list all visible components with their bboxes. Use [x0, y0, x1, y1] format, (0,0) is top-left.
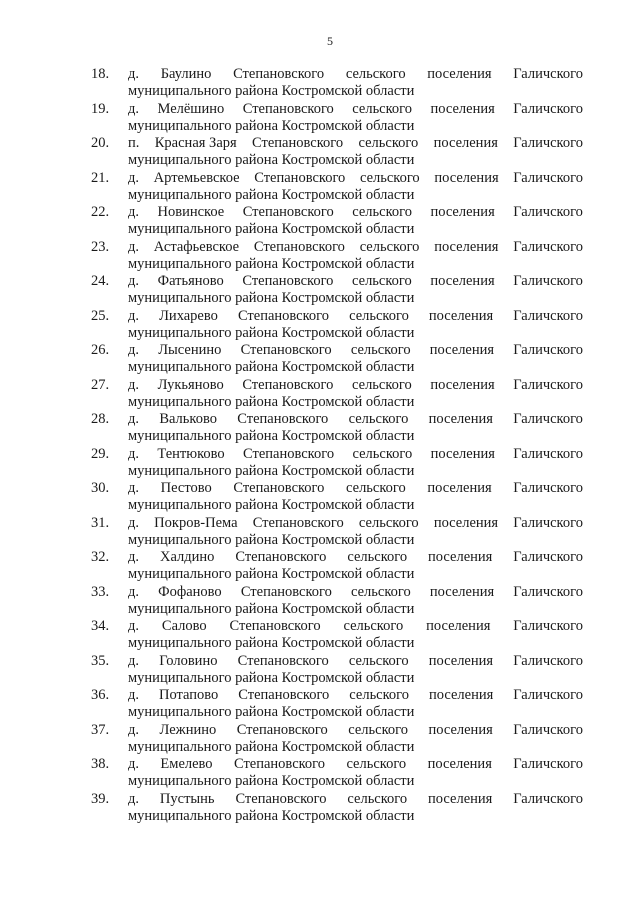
settlement-type: д.	[128, 721, 140, 738]
list-item	[0, 97, 639, 132]
list-item	[0, 200, 639, 235]
item-number: 22.	[91, 204, 110, 220]
district-word: Галичского	[513, 273, 583, 289]
item-number: 27.	[91, 376, 110, 393]
settlement-type: д.	[128, 273, 140, 289]
list-item	[0, 752, 639, 787]
item-first-line	[128, 411, 583, 428]
settlement-name: Лихарево	[159, 307, 218, 324]
list-item	[0, 304, 639, 339]
rural-settlement-word: Степановского	[237, 411, 329, 427]
district-word: Галичского	[513, 514, 583, 531]
item-number: 32.	[91, 549, 110, 565]
district-word: Галичского	[513, 480, 583, 496]
rural-word: сельского	[348, 411, 409, 427]
item-first-line	[128, 584, 583, 601]
rural-word: сельского	[347, 790, 408, 807]
rural-word: сельского	[350, 342, 411, 358]
item-number: 35.	[91, 652, 110, 669]
rural-word: сельского	[349, 687, 410, 703]
settlement-word: поселения	[428, 307, 494, 324]
list-item	[0, 476, 639, 511]
rural-settlement-word: Степановского	[240, 342, 332, 358]
district-word: Галичского	[513, 307, 583, 324]
item-first-line	[128, 239, 583, 256]
settlement-type: д.	[128, 204, 140, 220]
item-second-line: муниципального района Костромской области	[128, 807, 415, 824]
rural-settlement-word: Степановского	[254, 169, 346, 186]
settlement-type: д.	[128, 169, 140, 186]
item-number: 31.	[91, 514, 110, 531]
item-number: 19.	[91, 100, 110, 117]
rural-word: сельского	[351, 583, 411, 600]
settlement-name: Астафьевское	[153, 238, 240, 255]
item-second-line: муниципального района Костромской области	[128, 531, 415, 548]
list-item	[0, 166, 639, 201]
district-word: Галичского	[513, 687, 583, 703]
item-second-line: муниципального района Костромской области	[128, 428, 415, 444]
rural-settlement-word: Степановского	[235, 549, 327, 565]
item-first-line	[128, 342, 583, 359]
item-second-line: муниципального района Костромской области	[128, 738, 415, 755]
item-first-line	[128, 549, 583, 566]
settlement-word: поселения	[434, 169, 499, 186]
settlement-word: поселения	[428, 790, 493, 807]
district-word: Галичского	[513, 790, 583, 807]
rural-word: сельского	[346, 756, 407, 772]
list-item	[0, 614, 639, 649]
settlement-name: Артемьевское	[153, 169, 240, 186]
item-first-line	[128, 273, 583, 290]
item-first-line	[128, 135, 583, 152]
item-second-line: муниципального района Костромской области	[128, 117, 415, 134]
settlement-type: д.	[128, 514, 140, 531]
item-second-line: муниципального района Костромской области	[128, 221, 415, 237]
item-second-line: муниципального района Костромской области	[128, 83, 415, 99]
settlement-type: д.	[128, 411, 140, 427]
item-second-line: муниципального района Костромской области	[128, 186, 415, 203]
item-second-line: муниципального района Костромской области	[128, 359, 415, 375]
district-word: Галичского	[513, 376, 583, 393]
rural-settlement-word: Степановского	[252, 135, 344, 151]
settlement-type: д.	[128, 583, 140, 600]
district-word: Галичского	[513, 238, 583, 255]
settlement-name: Баулино	[160, 66, 212, 82]
rural-settlement-word: Степановского	[229, 618, 321, 634]
rural-settlement-word: Степановского	[242, 273, 334, 289]
rural-settlement-word: Степановского	[233, 480, 325, 496]
rural-word: сельского	[352, 445, 413, 462]
rural-word: сельского	[352, 273, 412, 289]
settlement-name: Лукьяново	[157, 376, 224, 393]
item-number: 29.	[91, 445, 110, 462]
item-number: 25.	[91, 307, 110, 324]
item-second-line: муниципального района Костромской области	[128, 152, 415, 168]
rural-word: сельского	[359, 238, 420, 255]
list-item	[0, 545, 639, 580]
rural-settlement-word: Степановского	[240, 583, 332, 600]
settlement-type: д.	[128, 238, 140, 255]
item-number: 21.	[91, 169, 110, 186]
item-number: 24.	[91, 273, 110, 289]
rural-word: сельского	[348, 652, 409, 669]
rural-word: сельского	[358, 135, 419, 151]
settlement-type: д.	[128, 376, 140, 393]
item-first-line	[128, 204, 583, 221]
list-item	[0, 269, 639, 304]
settlement-name: Тентюково	[157, 445, 225, 462]
item-number: 37.	[91, 721, 110, 738]
settlement-name: Вальково	[159, 411, 217, 427]
item-second-line: муниципального района Костромской области	[128, 290, 415, 306]
settlement-type: д.	[128, 307, 140, 324]
district-word: Галичского	[513, 66, 583, 82]
rural-settlement-word: Степановского	[242, 100, 334, 117]
item-first-line	[128, 377, 583, 394]
list-item	[0, 442, 639, 477]
rural-settlement-word: Степановского	[237, 307, 330, 324]
item-second-line: муниципального района Костромской области	[128, 635, 415, 651]
settlement-word: поселения	[426, 618, 491, 634]
settlement-type: п.	[128, 135, 140, 151]
settlement-word: поселения	[430, 204, 495, 220]
rural-word: сельского	[343, 618, 404, 634]
item-first-line	[128, 101, 583, 118]
settlement-name: Лысенино	[158, 342, 222, 358]
district-word: Галичского	[513, 100, 583, 117]
list-item	[0, 235, 639, 270]
item-number: 23.	[91, 238, 110, 255]
settlement-name: Мелёшино	[157, 100, 225, 117]
item-number: 28.	[91, 411, 110, 427]
settlement-name: Лежнино	[159, 721, 217, 738]
settlement-name: Халдино	[159, 549, 215, 565]
settlement-list	[0, 62, 639, 824]
item-first-line	[128, 791, 583, 808]
item-first-line	[128, 170, 583, 187]
settlement-type: д.	[128, 66, 140, 82]
item-number: 39.	[91, 790, 110, 807]
item-second-line: муниципального района Костромской области	[128, 393, 415, 410]
list-item	[0, 511, 639, 546]
list-item	[0, 580, 639, 615]
list-item	[0, 338, 639, 373]
settlement-name: Пустынь	[159, 790, 215, 807]
settlement-name: Пестово	[160, 480, 212, 496]
settlement-type: д.	[128, 100, 140, 117]
rural-word: сельского	[349, 307, 409, 324]
settlement-name: Новинское	[157, 204, 225, 220]
district-word: Галичского	[513, 135, 583, 151]
rural-word: сельского	[345, 66, 406, 82]
item-first-line	[128, 653, 583, 670]
district-word: Галичского	[513, 618, 583, 634]
settlement-name: Салово	[161, 618, 207, 634]
settlement-word: поселения	[428, 411, 493, 427]
settlement-name: Фофаново	[158, 583, 222, 600]
district-word: Галичского	[513, 445, 583, 462]
rural-settlement-word: Степановского	[235, 790, 327, 807]
district-word: Галичского	[513, 342, 583, 358]
item-second-line: муниципального района Костромской области	[128, 600, 415, 617]
rural-settlement-word: Степановского	[237, 652, 329, 669]
rural-settlement-word: Степановского	[238, 687, 330, 703]
rural-word: сельского	[346, 480, 406, 496]
settlement-word: поселения	[430, 273, 495, 289]
settlement-type: д.	[128, 445, 140, 462]
rural-word: сельского	[348, 721, 408, 738]
item-number: 26.	[91, 342, 110, 358]
item-first-line	[128, 308, 583, 325]
item-number: 33.	[91, 583, 110, 600]
item-second-line: муниципального района Костромской области	[128, 704, 415, 720]
district-word: Галичского	[513, 549, 583, 565]
item-first-line	[128, 618, 583, 635]
item-second-line: муниципального района Костромской области	[128, 324, 415, 341]
settlement-word: поселения	[430, 445, 495, 462]
item-first-line	[128, 480, 583, 497]
rural-word: сельского	[352, 100, 413, 117]
district-word: Галичского	[513, 652, 583, 669]
settlement-word: поселения	[433, 135, 498, 151]
settlement-name: Фатьяново	[157, 273, 224, 289]
item-first-line	[128, 515, 583, 532]
item-first-line	[128, 687, 583, 704]
settlement-type: д.	[128, 480, 140, 496]
item-second-line: муниципального района Костромской области	[128, 255, 415, 272]
item-second-line: муниципального района Костромской области	[128, 566, 415, 582]
settlement-word: поселения	[430, 376, 495, 393]
settlement-word: поселения	[427, 756, 492, 772]
district-word: Галичского	[513, 583, 583, 600]
list-item	[0, 131, 639, 166]
item-second-line: муниципального района Костромской области	[128, 669, 415, 686]
settlement-type: д.	[128, 549, 140, 565]
settlement-word: поселения	[427, 66, 492, 82]
item-number: 34.	[91, 618, 110, 634]
district-word: Галичского	[513, 169, 583, 186]
settlement-word: поселения	[428, 687, 494, 703]
settlement-word: поселения	[429, 342, 495, 358]
item-first-line	[128, 722, 583, 739]
district-word: Галичского	[513, 204, 583, 220]
district-word: Галичского	[513, 756, 583, 772]
settlement-name: Красная Заря	[154, 135, 237, 151]
settlement-type: д.	[128, 756, 140, 772]
list-item	[0, 683, 639, 718]
page-number: 5	[327, 34, 333, 48]
list-item	[0, 62, 639, 97]
item-number: 18.	[91, 66, 110, 82]
item-second-line: муниципального района Костромской области	[128, 497, 415, 513]
rural-settlement-word: Степановского	[242, 376, 334, 393]
rural-settlement-word: Степановского	[233, 66, 325, 82]
list-item	[0, 373, 639, 408]
settlement-type: д.	[128, 652, 140, 669]
rural-word: сельского	[347, 549, 408, 565]
item-first-line	[128, 446, 583, 463]
rural-word: сельского	[358, 514, 419, 531]
settlement-name: Покров-Пема	[154, 514, 238, 531]
item-number: 36.	[91, 687, 110, 703]
settlement-word: поселения	[429, 583, 495, 600]
rural-settlement-word: Степановского	[236, 721, 328, 738]
list-item	[0, 787, 639, 822]
settlement-word: поселения	[433, 514, 499, 531]
item-second-line: муниципального района Костромской области	[128, 462, 415, 479]
settlement-type: д.	[128, 790, 140, 807]
settlement-type: д.	[128, 687, 140, 703]
item-number: 38.	[91, 756, 110, 772]
settlement-name: Емелево	[160, 756, 213, 772]
item-number: 20.	[91, 135, 110, 151]
settlement-word: поселения	[430, 100, 495, 117]
district-word: Галичского	[513, 721, 583, 738]
settlement-word: поселения	[428, 721, 493, 738]
list-item	[0, 649, 639, 684]
rural-settlement-word: Степановского	[243, 445, 335, 462]
settlement-type: д.	[128, 342, 140, 358]
settlement-name: Потапово	[158, 687, 219, 703]
settlement-name: Головино	[159, 652, 218, 669]
rural-settlement-word: Степановского	[242, 204, 334, 220]
list-item	[0, 407, 639, 442]
settlement-word: поселения	[428, 652, 494, 669]
list-item	[0, 718, 639, 753]
item-first-line	[128, 66, 583, 83]
item-first-line	[128, 756, 583, 773]
settlement-word: поселения	[434, 238, 499, 255]
item-number: 30.	[91, 480, 110, 496]
settlement-word: поселения	[427, 480, 492, 496]
settlement-word: поселения	[428, 549, 493, 565]
rural-word: сельского	[359, 169, 420, 186]
rural-word: сельского	[352, 376, 412, 393]
rural-settlement-word: Степановского	[252, 514, 344, 531]
district-word: Галичского	[513, 411, 583, 427]
settlement-type: д.	[128, 618, 140, 634]
rural-settlement-word: Степановского	[233, 756, 326, 772]
item-second-line: муниципального района Костромской области	[128, 773, 415, 789]
rural-settlement-word: Степановского	[253, 238, 345, 255]
rural-word: сельского	[352, 204, 412, 220]
